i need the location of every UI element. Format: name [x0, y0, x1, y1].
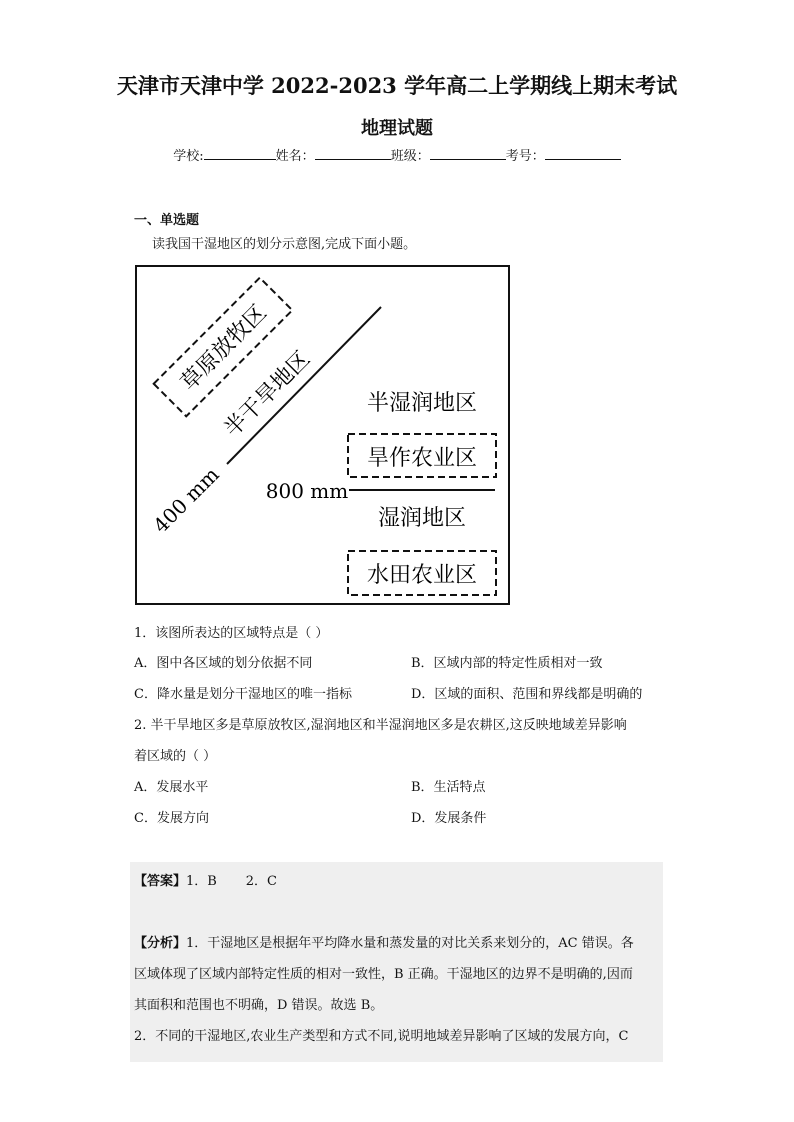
analysis-line-2: 区域体现了区域内部特定性质的相对一致性，B 正确。干湿地区的边界不是明确的,因而: [134, 967, 633, 982]
page-title: 天津市天津中学 2022-2023 学年高二上学期线上期末考试: [116, 73, 678, 98]
exam-number-blank: [545, 147, 621, 160]
dryfarm-zone-label: 旱作农业区: [366, 446, 478, 471]
answer-label: 【答案】: [134, 874, 187, 889]
answer-line: [134, 870, 277, 889]
dry-wet-zones-diagram: [135, 265, 510, 605]
question-1-option-d: D．区域的面积、范围和界线都是明确的: [411, 687, 643, 702]
question-1-stem: 1．该图所表达的区域特点是（ ）: [134, 626, 329, 641]
school-blank: [204, 147, 276, 160]
diagram-canvas: [137, 267, 508, 603]
answer-text: 1．B 2．C: [186, 874, 277, 889]
exam-number-label: 考号：: [505, 149, 545, 164]
class-blank: [430, 147, 506, 160]
semihumid-zone-label: 半湿润地区: [366, 391, 478, 416]
analysis-line-1: [134, 932, 634, 951]
grassland-zone-label: 草原放牧区: [176, 300, 272, 396]
school-label: 学校:: [173, 149, 204, 164]
isoline-800-label: 800 mm: [265, 479, 349, 503]
name-label: 姓名：: [275, 149, 315, 164]
question-2-stem-line2: 着区域的（ ）: [134, 749, 217, 764]
page-subtitle: 地理试题: [361, 118, 433, 139]
semiarid-label-group: [220, 347, 315, 442]
question-2-option-d: D．发展条件: [411, 811, 487, 826]
analysis-label: 【分析】: [134, 936, 187, 951]
question-2-option-b: B．生活特点: [411, 780, 486, 795]
analysis-line-3: 其面积和范围也不明确，D 错误。故选 B。: [134, 998, 384, 1013]
analysis-line-4: 2．不同的干湿地区,农业生产类型和方式不同,说明地域差异影响了区域的发展方向，C: [134, 1029, 629, 1044]
question-1-option-a: A．图中各区域的划分依据不同: [134, 656, 313, 671]
question-1-option-b: B．区域内部的特定性质相对一致: [411, 656, 603, 671]
humid-zone-label: 湿润地区: [377, 506, 467, 531]
isoline-400-label: 400 mm: [148, 462, 224, 538]
paddy-zone-label: 水田农业区: [366, 563, 478, 588]
question-2-option-a: A．发展水平: [134, 780, 209, 795]
name-blank: [315, 147, 391, 160]
student-info-line: [0, 145, 794, 164]
question-intro: 读我国干湿地区的划分示意图,完成下面小题。: [152, 237, 417, 252]
semiarid-zone-label: 半干旱地区: [219, 346, 316, 443]
question-2-option-c: C．发展方向: [134, 811, 209, 826]
class-label: 班级：: [390, 149, 430, 164]
question-2-stem-line1: 2. 半干旱地区多是草原放牧区,湿润地区和半湿润地区多是农耕区,这反映地域差异影响: [134, 718, 627, 733]
question-1-option-c: C．降水量是划分干湿地区的唯一指标: [134, 687, 352, 702]
section-title: 一、单选题: [134, 213, 200, 228]
isoline-400-label-group: [148, 462, 223, 537]
analysis-text-1: 1．干湿地区是根据年平均降水量和蒸发量的对比关系来划分的，AC 错误。各: [186, 936, 634, 951]
